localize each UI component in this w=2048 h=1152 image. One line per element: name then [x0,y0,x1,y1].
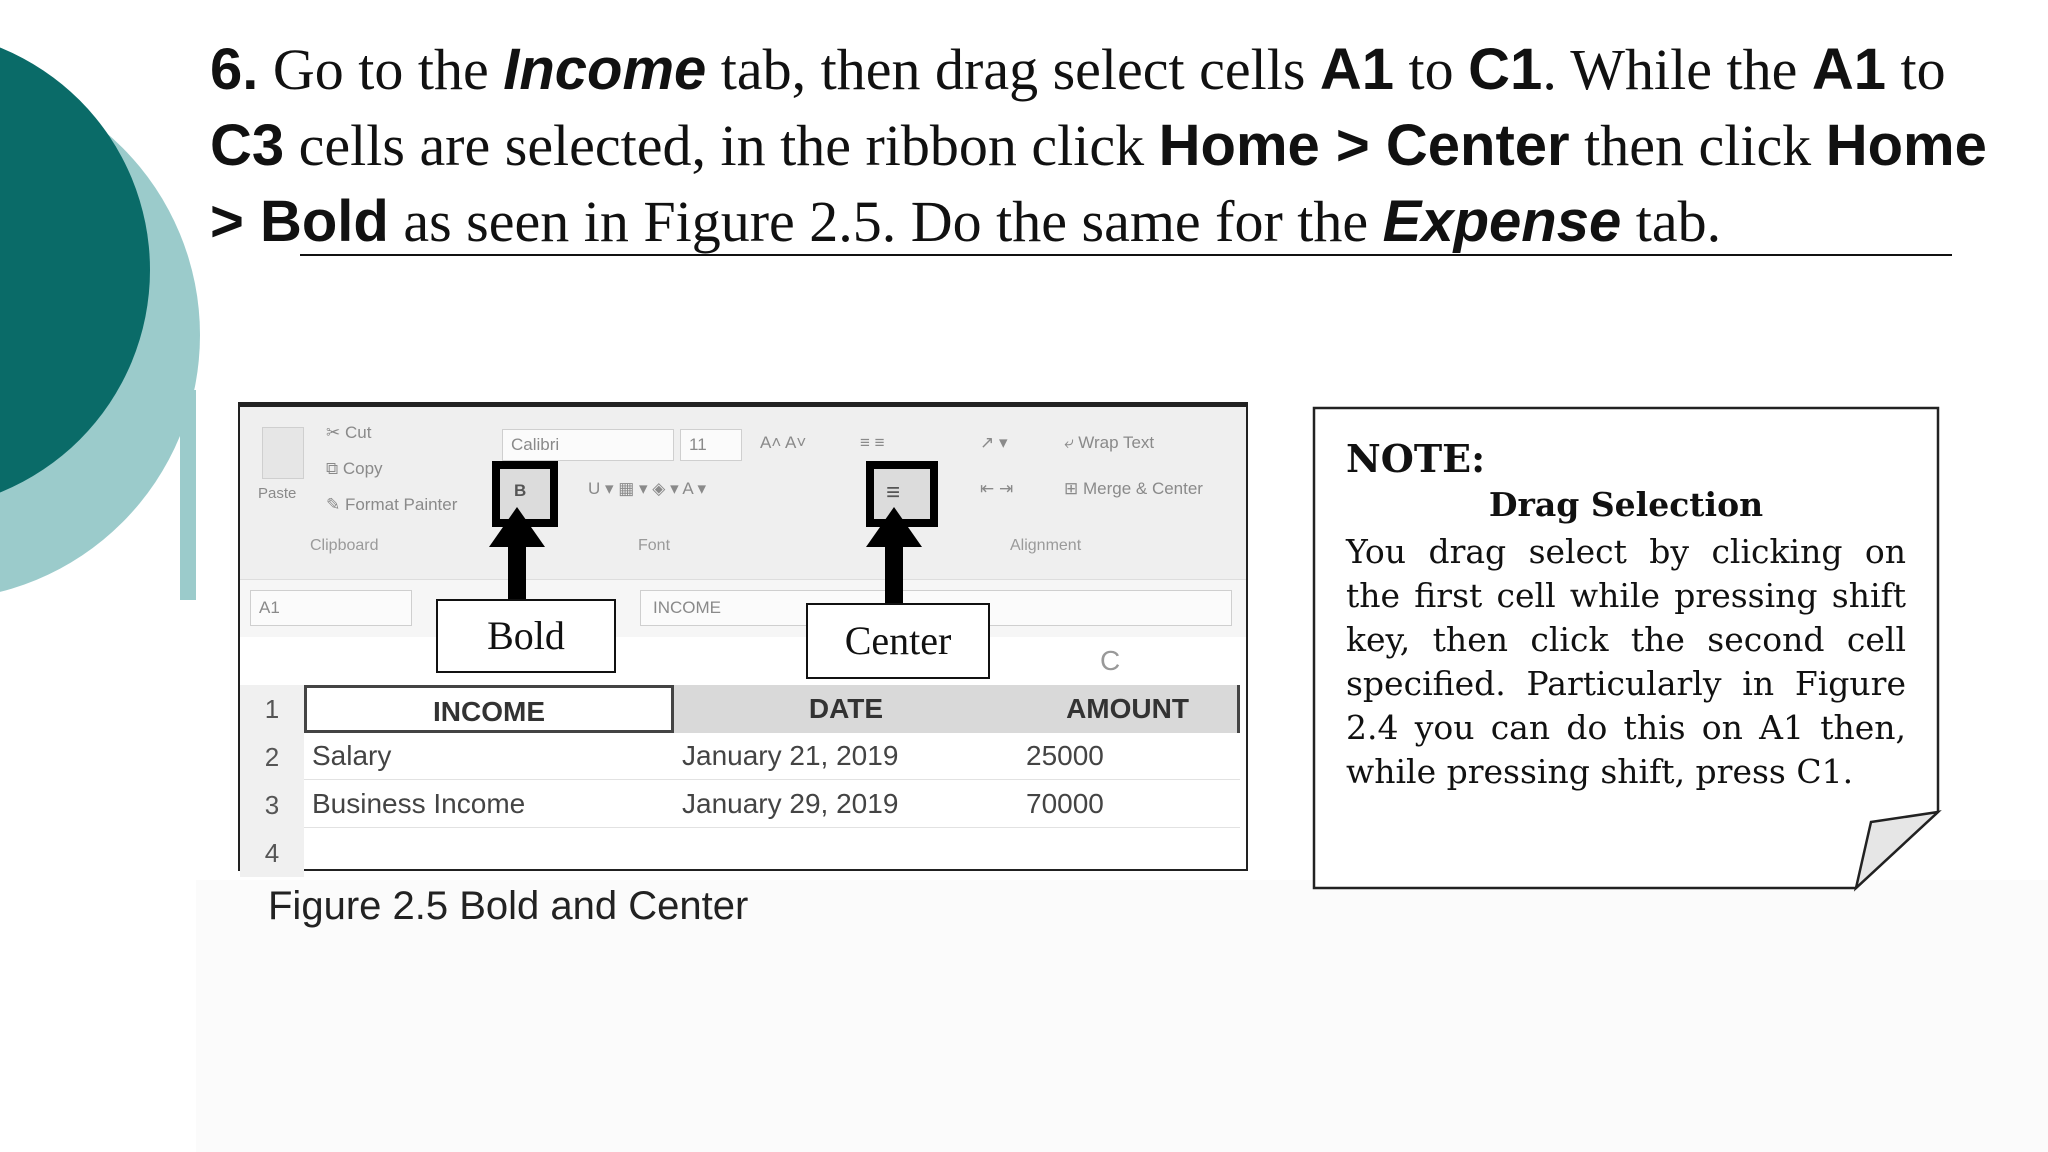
formula-value: INCOME [653,598,721,617]
instruction-text: tab, then drag select cells [706,37,1320,102]
center-arrow-stem [885,543,903,607]
excel-screenshot-figure [238,402,1248,871]
bold-icon: B [514,481,527,500]
wrap-text-button[interactable] [1064,433,1154,453]
name-box[interactable] [250,590,412,626]
cell-ref-a1: A1 [1811,37,1887,102]
instruction-text: cells are selected, in the ribbon click [284,113,1159,178]
figure-caption [268,886,748,900]
bold-callout: Bold [436,599,616,673]
cell-ref-a1: A1 [1319,37,1395,102]
row-number[interactable]: 1 [240,685,304,733]
instruction-text: as seen in Figure 2.5. Do the same for the [388,189,1383,254]
font-name-value: Calibri [511,435,560,454]
merge-icon: ⊞ [1064,479,1083,498]
formula-bar [240,579,1246,638]
merge-center-button[interactable] [1064,479,1203,499]
paste-icon[interactable] [262,427,304,479]
center-arrow-icon [866,507,922,547]
font-name-dropdown[interactable] [502,429,674,461]
instruction-text: tab. [1621,189,1722,254]
clipboard-group-label: Clipboard [310,537,379,554]
copy-label: Copy [342,459,383,478]
font-grow-icon[interactable]: A˄ A˅ [760,433,807,452]
copy-button[interactable] [326,459,383,479]
brush-icon: ✎ [326,495,345,514]
center-callout: Center [806,603,990,679]
indent-icon[interactable]: ⇤ ⇥ [980,479,1014,498]
cell-c2[interactable]: 25000 [1018,733,1240,780]
center-align-icon: ≡ [886,479,901,506]
bold-arrow-icon [489,507,545,547]
note-box [1306,402,1946,892]
instruction-text: to [1886,37,1946,102]
row-number[interactable]: 2 [240,733,304,781]
underline-icon[interactable]: U ▾ ▦ ▾ ◈ ▾ A ▾ [588,479,707,498]
underline-rule [300,254,1952,256]
ribbon [240,407,1246,579]
home-center-ref: Home > Center [1158,113,1570,178]
cell-b2[interactable]: January 21, 2019 [674,733,1018,780]
cell-b1[interactable]: DATE [674,685,1018,733]
cell-ref-c1: C1 [1468,37,1543,102]
top-align-icon[interactable]: ≡ ≡ [860,433,885,452]
column-header-c[interactable]: C [1100,645,1121,676]
cell-c3[interactable]: 70000 [1018,781,1240,828]
wrap-text-icon: ⤶ [1064,433,1079,452]
paste-label[interactable]: Paste [258,485,297,502]
bold-arrow-stem [508,543,526,603]
cell-ref-c3: C3 [210,113,285,178]
orientation-icon[interactable]: ↗ ▾ [980,433,1008,452]
row-number[interactable]: 3 [240,781,304,829]
font-size-value: 11 [689,435,707,454]
step-number: 6. [210,37,259,102]
format-painter-label: Format Painter [344,495,458,514]
note-body: You drag select by clicking on the first cell while pressing shift key, then click the second cell specified. Particularly in Figure 2.4 you can do this on A1 then, while pressing shift, press C1. [1346,532,1906,791]
wrap-text-label: Wrap Text [1078,433,1155,452]
decorative-strip [180,390,196,600]
row-number[interactable]: 4 [240,829,304,877]
cell-b3[interactable]: January 29, 2019 [674,781,1018,828]
note-subtitle: Drag Selection [1488,485,1764,524]
font-group-label: Font [638,537,671,554]
cell-a3[interactable]: Business Income [304,781,674,828]
expense-tab-ref: Expense [1382,189,1622,254]
alignment-group-label: Alignment [1010,537,1082,554]
name-box-value: A1 [259,598,280,617]
note-title: NOTE: [1346,436,1486,481]
instruction-paragraph [210,32,2030,260]
cell-c1[interactable]: AMOUNT [1018,685,1240,733]
home-bold-ref: Home > Bold [210,113,1987,254]
copy-icon: ⧉ [326,459,343,478]
instruction-text: to [1394,37,1469,102]
format-painter-button[interactable] [326,495,457,515]
instruction-text: . While the [1542,37,1812,102]
font-size-dropdown[interactable] [680,429,742,461]
merge-center-label: Merge & Center [1082,479,1203,498]
cell-a1[interactable]: INCOME [304,685,674,733]
instruction-text: then click [1569,113,1826,178]
cut-button[interactable] [326,423,371,443]
income-tab-ref: Income [503,37,707,102]
cut-label: Cut [344,423,372,442]
cell-a2[interactable]: Salary [304,733,674,780]
instruction-text: Go to the [258,37,504,102]
scissors-icon: ✂ [326,423,345,442]
